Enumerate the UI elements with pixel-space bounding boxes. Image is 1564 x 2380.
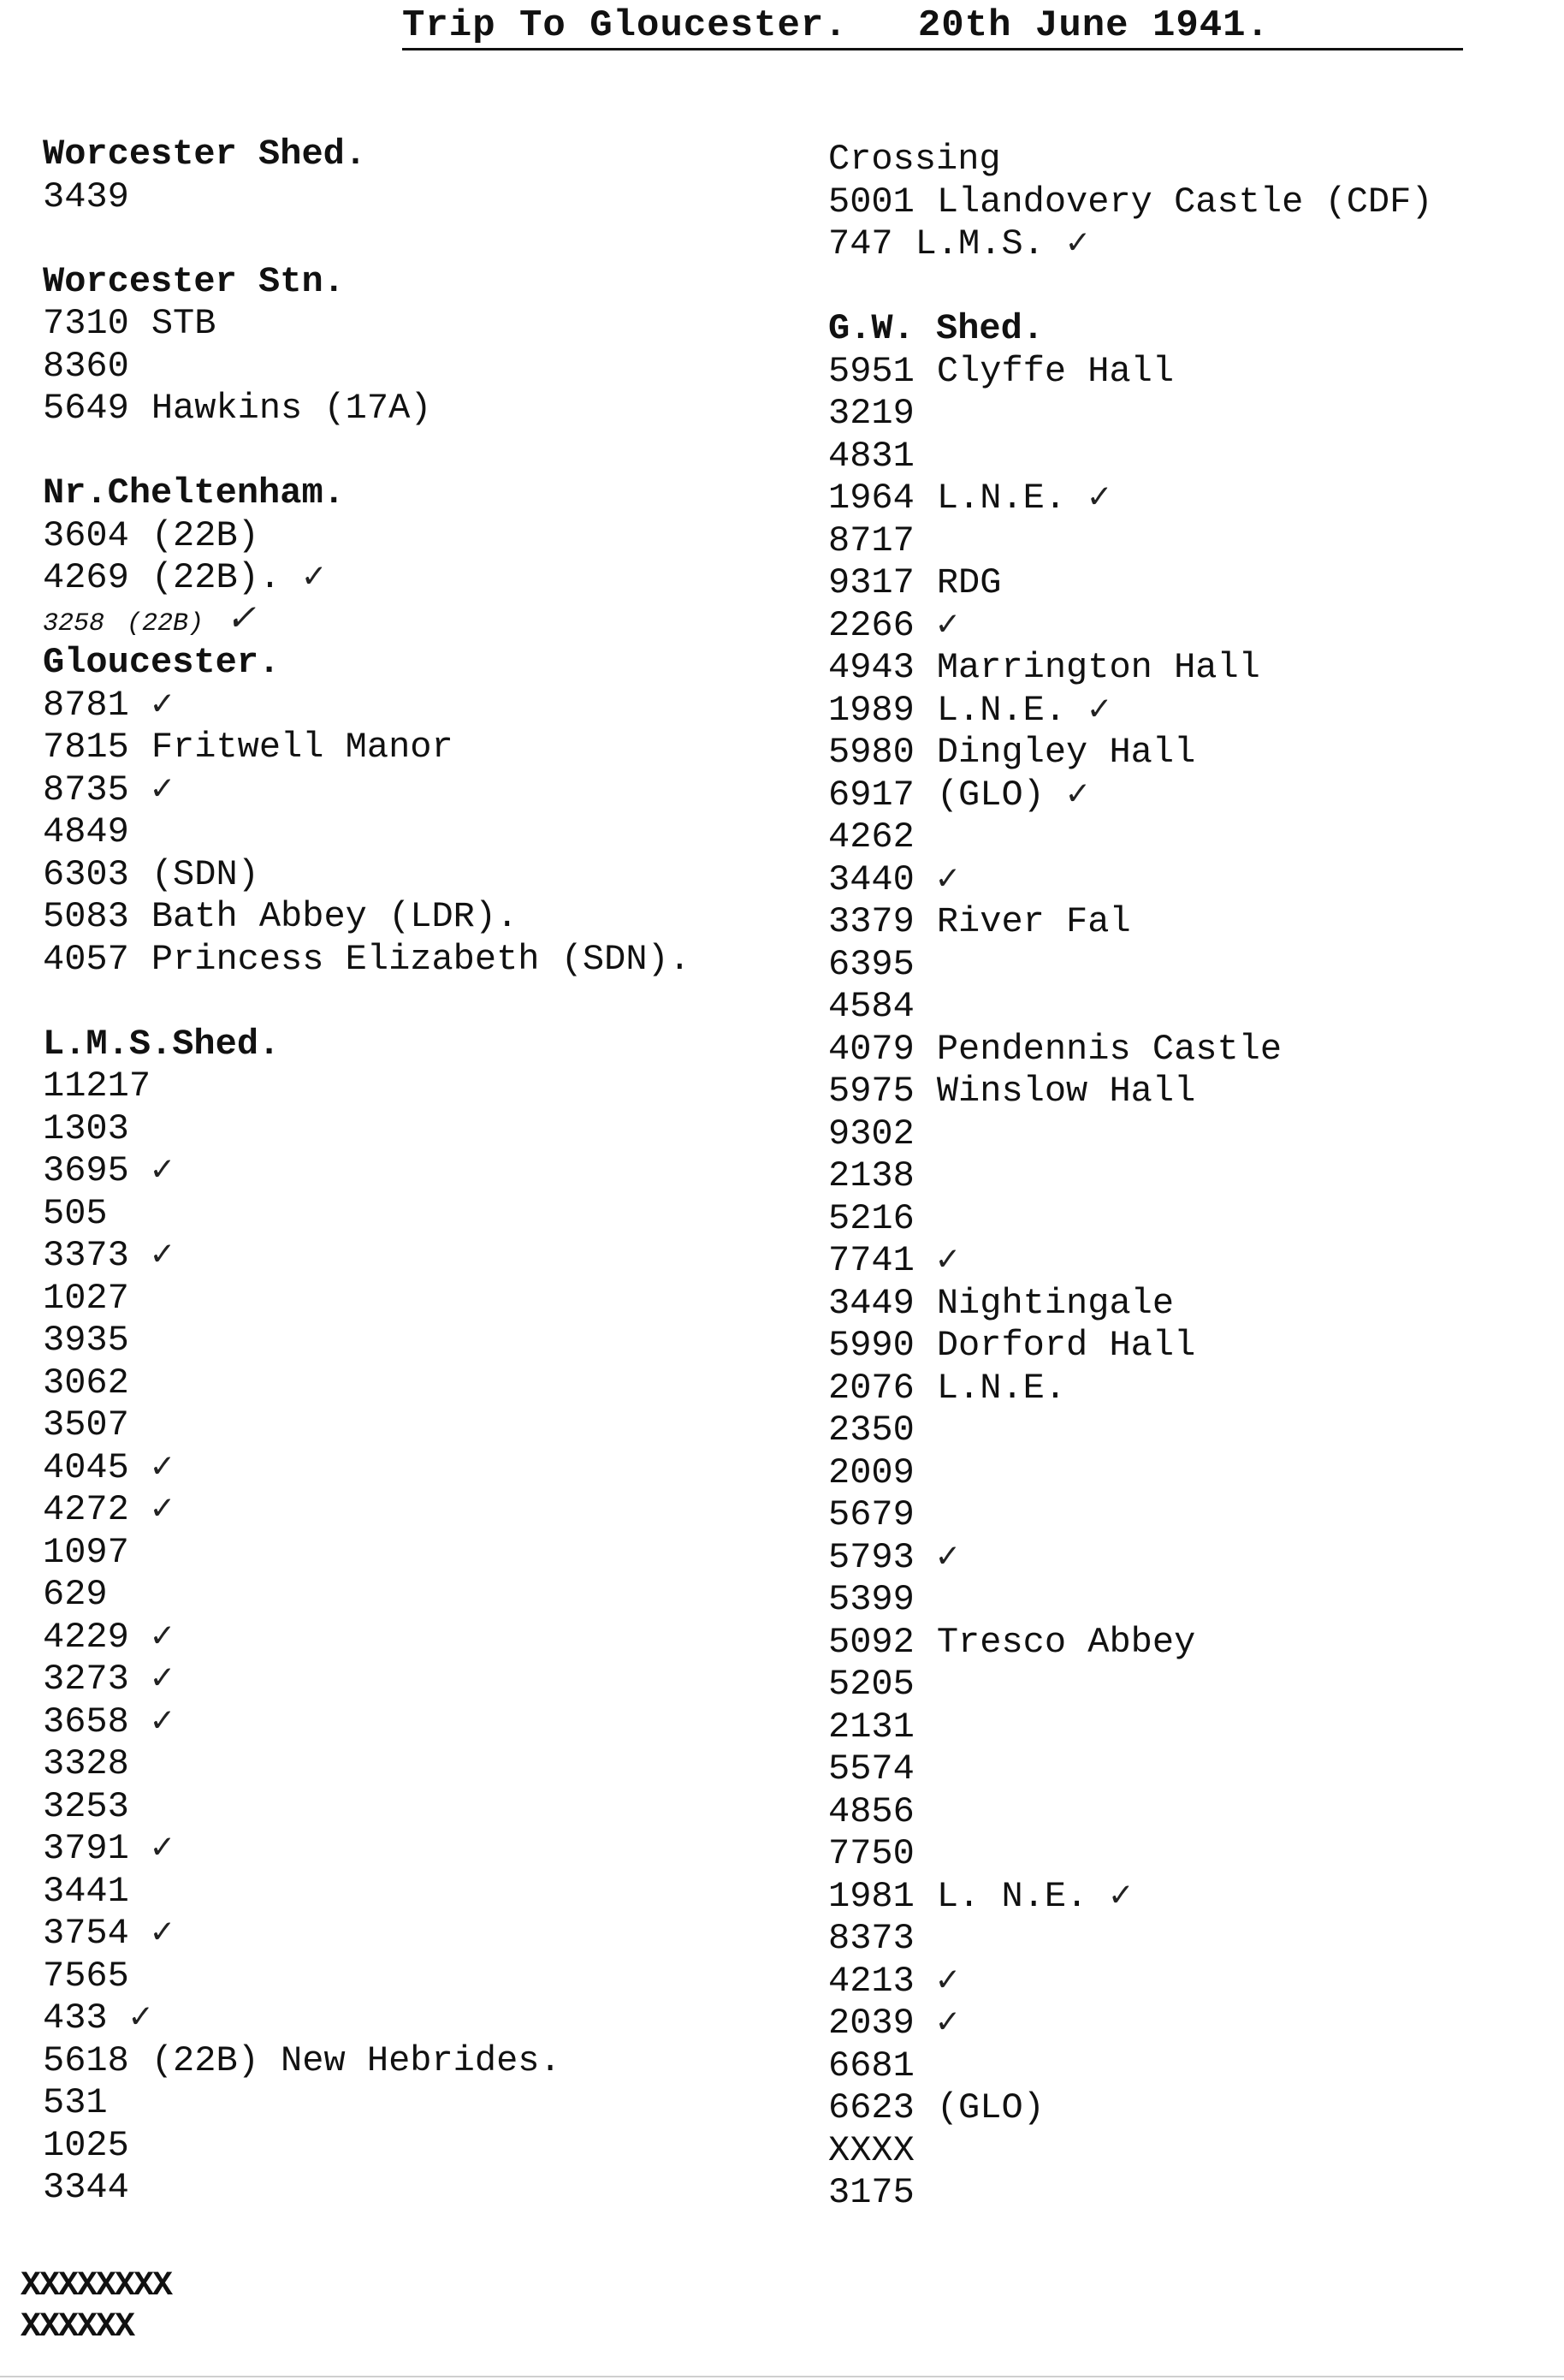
spacer <box>43 218 796 261</box>
engine-number: 4079 <box>828 1028 915 1070</box>
engine-description: Llandovery Castle (CDF) <box>936 181 1433 223</box>
engine-number: 7815 <box>43 727 129 768</box>
engine-number: 5975 <box>828 1071 915 1112</box>
engine-number: 5216 <box>828 1197 915 1239</box>
page-title: Trip To Gloucester. 20th June 1941. <box>402 4 1270 47</box>
locomotive-entry <box>828 1918 1547 1961</box>
engine-number: 629 <box>43 1574 108 1615</box>
engine-number: 5092 <box>828 1621 915 1663</box>
checkmark-icon: ✓ <box>151 1235 174 1276</box>
locomotive-entry <box>828 1113 1547 1156</box>
engine-number: 3258 <box>43 608 105 638</box>
engine-number: 4045 <box>43 1446 129 1488</box>
engine-number: 3253 <box>43 1785 129 1827</box>
engine-number: 3935 <box>43 1320 129 1361</box>
engine-number: 1981 <box>828 1875 915 1917</box>
locomotive-entry <box>43 557 796 600</box>
spacer <box>43 981 796 1024</box>
engine-description: (22B). <box>151 557 281 598</box>
locomotive-entry <box>43 1489 796 1532</box>
engine-number: 5951 <box>828 350 915 392</box>
locomotive-entry <box>43 2082 796 2125</box>
locomotive-entry <box>828 2003 1547 2045</box>
engine-number: 5001 <box>828 181 915 223</box>
section-heading: Worcester Stn. <box>43 260 345 302</box>
locomotive-entry <box>828 775 1547 817</box>
locomotive-entry <box>828 2045 1547 2088</box>
locomotive-entry <box>828 520 1547 563</box>
locomotive-entry <box>828 181 1547 224</box>
locomotive-entry <box>828 2172 1547 2215</box>
engine-number: 5649 <box>43 388 129 429</box>
engine-description: Tresco Abbey <box>936 1621 1196 1663</box>
engine-number: 5679 <box>828 1494 915 1535</box>
engine-number: 7310 <box>43 303 129 344</box>
locomotive-entry <box>43 1956 796 1998</box>
locomotive-entry <box>43 1065 796 1108</box>
engine-number: 505 <box>43 1192 108 1234</box>
title-underline <box>402 48 1463 50</box>
locomotive-entry <box>828 1325 1547 1368</box>
engine-number: 9302 <box>828 1113 915 1154</box>
engine-number: 8373 <box>828 1918 915 1959</box>
locomotive-entry <box>43 1108 796 1151</box>
engine-number: 3441 <box>43 1870 129 1912</box>
checkmark-icon: ✓ <box>151 1489 174 1530</box>
engine-description: L.N.E. <box>936 478 1067 519</box>
locomotive-entry <box>828 1029 1547 1071</box>
engine-number: 3507 <box>43 1404 129 1445</box>
engine-number: 3328 <box>43 1743 129 1784</box>
checkmark-icon: ✓ <box>129 1997 151 2039</box>
engine-number: 4213 <box>828 1960 915 2002</box>
engine-description: Hawkins (17A) <box>151 388 432 429</box>
engine-number: 9317 <box>828 562 915 603</box>
checkmark-icon: ✓ <box>151 1828 174 1869</box>
engine-number: 8735 <box>43 769 129 810</box>
locomotive-entry <box>828 393 1547 436</box>
checkmark-icon: ✓ <box>936 604 959 646</box>
locomotive-entry <box>828 1410 1547 1452</box>
engine-number: 11217 <box>43 1065 151 1107</box>
engine-number: 5205 <box>828 1664 915 1705</box>
engine-number: 6303 <box>43 853 129 895</box>
engine-number: 4057 <box>43 938 129 980</box>
locomotive-entry <box>43 1532 796 1575</box>
locomotive-entry <box>828 1071 1547 1113</box>
engine-number: 4849 <box>43 811 129 852</box>
locomotive-entry <box>828 647 1547 690</box>
engine-description: Fritwell Manor <box>151 727 453 768</box>
locomotive-entry <box>828 1240 1547 1283</box>
locomotive-entry <box>828 351 1547 394</box>
engine-number: 3344 <box>43 2167 129 2208</box>
engine-description: Marrington Hall <box>936 647 1260 688</box>
engine-number: 3604 <box>43 514 129 556</box>
engine-number: 6681 <box>828 2045 915 2086</box>
engine-number: 2138 <box>828 1155 915 1196</box>
checkmark-icon: ✓ <box>1066 223 1089 264</box>
locomotive-entry <box>828 1198 1547 1241</box>
engine-description: Nightingale <box>936 1282 1175 1324</box>
engine-number: 6917 <box>828 774 915 816</box>
engine-description: (SDN) <box>151 853 259 895</box>
locomotive-entry <box>828 223 1547 266</box>
left-column <box>43 134 796 2210</box>
locomotive-entry <box>43 1404 796 1447</box>
engine-number: 7750 <box>828 1833 915 1874</box>
engine-description: Princess Elizabeth (SDN). <box>151 938 690 980</box>
checkmark-icon: ✓ <box>1088 689 1111 731</box>
locomotive-entry <box>43 939 796 982</box>
engine-number: 6623 <box>828 2087 915 2128</box>
engine-number: 3373 <box>43 1235 129 1276</box>
engine-number: 3440 <box>828 858 915 900</box>
right-column <box>828 139 1547 2215</box>
engine-number: XXXX <box>828 2129 915 2171</box>
engine-description: (GLO) <box>936 2087 1045 2128</box>
engine-number: 3175 <box>828 2172 915 2213</box>
spacer <box>43 430 796 473</box>
locomotive-entry <box>43 346 796 389</box>
engine-number: 747 <box>828 223 893 264</box>
locomotive-entry <box>828 605 1547 648</box>
engine-description: Winslow Hall <box>936 1071 1196 1112</box>
locomotive-entry <box>828 1833 1547 1876</box>
engine-number: 5618 <box>43 2039 129 2081</box>
engine-number: 3439 <box>43 175 129 217</box>
engine-number: 3062 <box>43 1362 129 1404</box>
locomotive-entry <box>43 1871 796 1914</box>
engine-number: 5980 <box>828 732 915 773</box>
engine-number: 5083 <box>43 896 129 937</box>
checkmark-icon: ✓ <box>936 2003 959 2044</box>
locomotive-entry <box>828 1622 1547 1665</box>
locomotive-entry <box>43 1574 796 1617</box>
locomotive-entry <box>43 727 796 769</box>
engine-number: 4272 <box>43 1489 129 1530</box>
engine-number: 7741 <box>828 1240 915 1281</box>
locomotive-entry <box>828 1537 1547 1580</box>
engine-description: River Fal <box>936 901 1131 942</box>
locomotive-entry <box>43 1786 796 1829</box>
engine-number: 1964 <box>828 478 915 519</box>
engine-number: 3219 <box>828 393 915 434</box>
checkmark-icon: ✓ <box>151 769 174 810</box>
locomotive-entry <box>828 859 1547 902</box>
locomotive-entry <box>828 1706 1547 1749</box>
checkmark-icon: ✓ <box>151 1446 174 1488</box>
engine-number: 2350 <box>828 1410 915 1451</box>
locomotive-entry <box>828 1283 1547 1326</box>
engine-description: L.N.E. <box>936 1367 1067 1409</box>
checkmark-icon: ✓ <box>1066 774 1089 816</box>
engine-number: 1989 <box>828 689 915 731</box>
locomotive-entry <box>43 303 796 346</box>
checkmark-icon: ✓ <box>151 1700 174 1742</box>
engine-description: (GLO) <box>936 774 1045 816</box>
locomotive-entry <box>828 436 1547 478</box>
locomotive-entry <box>43 388 796 430</box>
engine-number: 6395 <box>828 943 915 985</box>
engine-description: STB <box>151 303 216 344</box>
crossed-out-footer <box>21 2266 171 2348</box>
locomotive-entry <box>828 562 1547 605</box>
engine-description: (22B) <box>151 514 259 556</box>
engine-number: 5574 <box>828 1748 915 1789</box>
locomotive-entry <box>43 1913 796 1956</box>
locomotive-entry <box>828 1579 1547 1622</box>
engine-description: Dingley Hall <box>936 732 1196 773</box>
engine-description: L.N.E. <box>936 689 1067 731</box>
locomotive-entry <box>43 1997 796 2040</box>
engine-number: 1303 <box>43 1107 129 1149</box>
engine-number: 4262 <box>828 816 915 858</box>
locomotive-entry <box>828 1368 1547 1410</box>
locomotive-entry <box>43 1447 796 1490</box>
locomotive-entry <box>828 2130 1547 2173</box>
engine-number: 8717 <box>828 519 915 561</box>
engine-number: 7565 <box>43 1955 129 1997</box>
locomotive-entry <box>828 1748 1547 1791</box>
bottom-divider <box>0 2376 1564 2377</box>
checkmark-icon: ✓ <box>151 1659 174 1700</box>
locomotive-entry <box>828 944 1547 987</box>
locomotive-entry <box>43 600 796 643</box>
section-heading: Nr.Cheltenham. <box>43 472 345 513</box>
locomotive-entry <box>43 1659 796 1701</box>
locomotive-entry <box>828 816 1547 859</box>
checkmark-icon: ✓ <box>936 1960 959 2002</box>
checkmark-icon: ✓ <box>936 858 959 900</box>
engine-number: 3658 <box>43 1700 129 1742</box>
checkmark-icon: ✓ <box>151 1150 174 1191</box>
checkmark-icon: ✓ <box>226 599 257 641</box>
section-heading: Worcester Shed. <box>43 134 367 175</box>
engine-number: 5399 <box>828 1579 915 1620</box>
locomotive-entry <box>43 1320 796 1362</box>
engine-description: Pendennis Castle <box>936 1028 1283 1070</box>
section-heading: L.M.S.Shed. <box>43 1023 281 1065</box>
engine-number: 3449 <box>828 1282 915 1324</box>
engine-number: 8781 <box>43 684 129 726</box>
engine-number: 4943 <box>828 647 915 688</box>
locomotive-entry <box>43 1743 796 1786</box>
engine-number: 3695 <box>43 1150 129 1191</box>
engine-number: 2009 <box>828 1451 915 1493</box>
struck-text: XXXXXXXX <box>21 2267 172 2306</box>
engine-number: 2076 <box>828 1367 915 1409</box>
locomotive-entry <box>828 1961 1547 2003</box>
locomotive-entry <box>43 2125 796 2168</box>
locomotive-entry <box>43 811 796 854</box>
engine-number: 2266 <box>828 604 915 646</box>
engine-number: 2039 <box>828 2003 915 2044</box>
engine-number: 4229 <box>43 1616 129 1658</box>
struck-text: XXXXXX <box>21 2308 134 2347</box>
checkmark-icon: ✓ <box>1110 1875 1132 1917</box>
locomotive-entry <box>43 1828 796 1871</box>
locomotive-entry <box>43 1150 796 1193</box>
checkmark-icon: ✓ <box>936 1240 959 1281</box>
checkmark-icon: ✓ <box>151 1616 174 1658</box>
locomotive-entry <box>828 1791 1547 1834</box>
checkmark-icon: ✓ <box>936 1536 959 1578</box>
locomotive-entry <box>828 1452 1547 1495</box>
engine-description: (22B) New Hebrides. <box>151 2039 561 2081</box>
locomotive-entry <box>828 901 1547 944</box>
locomotive-entry <box>43 515 796 558</box>
engine-number: 5793 <box>828 1536 915 1578</box>
locomotive-entry <box>43 1617 796 1659</box>
locomotive-entry <box>828 690 1547 733</box>
locomotive-entry <box>43 2040 796 2083</box>
engine-number: 5990 <box>828 1325 915 1366</box>
locomotive-entry <box>828 478 1547 520</box>
engine-number: 4856 <box>828 1790 915 1832</box>
engine-description: L.M.S. <box>915 223 1045 264</box>
engine-description: Bath Abbey (LDR). <box>151 896 518 937</box>
engine-number: 3379 <box>828 901 915 942</box>
engine-number: 8360 <box>43 345 129 387</box>
checkmark-icon: ✓ <box>303 557 325 598</box>
engine-description: L. N.E. <box>936 1875 1088 1917</box>
engine-number: 4584 <box>828 986 915 1027</box>
engine-number: 1025 <box>43 2124 129 2166</box>
locomotive-entry <box>43 685 796 727</box>
locomotive-entry <box>43 1235 796 1278</box>
engine-number: 3754 <box>43 1913 129 1954</box>
locomotive-entry <box>43 1701 796 1744</box>
locomotive-entry <box>828 732 1547 775</box>
locomotive-entry <box>828 2087 1547 2130</box>
locomotive-entry <box>43 1278 796 1321</box>
locomotive-entry <box>43 176 796 219</box>
engine-description: Clyffe Hall <box>936 350 1175 392</box>
section-heading: Crossing <box>828 139 1001 180</box>
engine-number: 433 <box>43 1997 108 2039</box>
locomotive-entry <box>43 896 796 939</box>
checkmark-icon: ✓ <box>1088 478 1111 519</box>
locomotive-entry <box>828 1155 1547 1198</box>
engine-description: Dorford Hall <box>936 1325 1196 1366</box>
engine-number: 2131 <box>828 1706 915 1748</box>
locomotive-entry <box>828 986 1547 1029</box>
engine-description: (22B) <box>127 608 204 638</box>
checkmark-icon: ✓ <box>151 1913 174 1954</box>
engine-number: 3273 <box>43 1659 129 1700</box>
engine-description: RDG <box>936 562 1002 603</box>
engine-number: 1027 <box>43 1277 129 1319</box>
engine-number: 4269 <box>43 557 129 598</box>
section-heading: Gloucester. <box>43 642 281 683</box>
engine-number: 1097 <box>43 1531 129 1573</box>
spacer <box>828 266 1547 309</box>
locomotive-entry <box>43 1193 796 1236</box>
checkmark-icon: ✓ <box>151 684 174 726</box>
locomotive-entry <box>828 1494 1547 1537</box>
locomotive-entry <box>43 854 796 897</box>
engine-number: 531 <box>43 2082 108 2123</box>
locomotive-entry <box>43 769 796 812</box>
engine-number: 3791 <box>43 1828 129 1869</box>
locomotive-entry <box>43 1362 796 1405</box>
engine-number: 4831 <box>828 435 915 477</box>
locomotive-entry <box>828 1664 1547 1706</box>
section-heading: G.W. Shed. <box>828 308 1045 349</box>
locomotive-entry <box>828 1876 1547 1919</box>
locomotive-entry <box>43 2167 796 2210</box>
